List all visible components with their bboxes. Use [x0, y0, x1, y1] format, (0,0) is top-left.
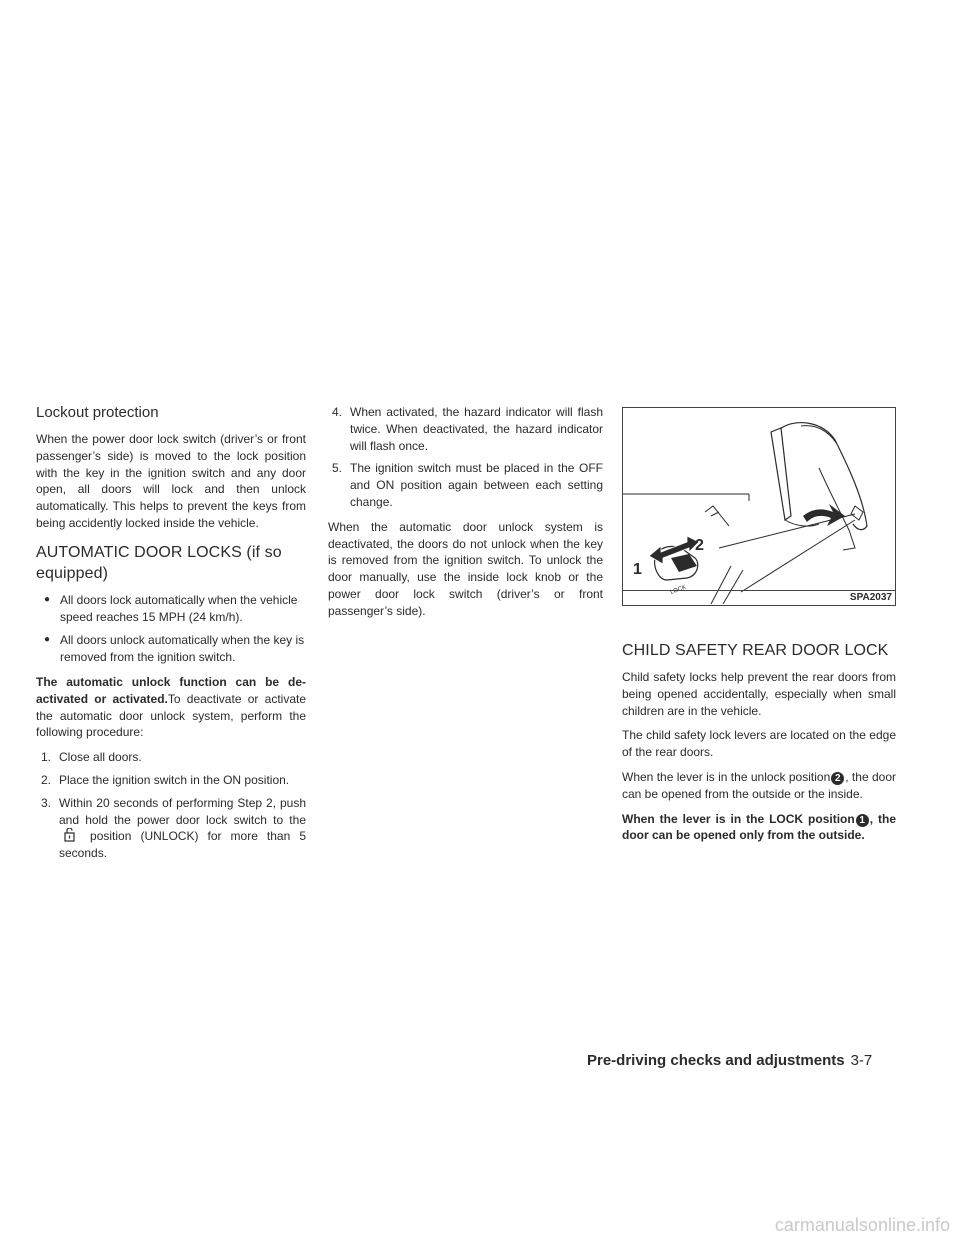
unlock-function-paragraph: The automatic unlock function can be de-activated or activated.To deactivate or activate the automatic door unlock system, perform the following procedure:	[36, 674, 306, 740]
bullet-icon: ●	[44, 593, 51, 605]
figure-label-2: 2	[695, 537, 704, 554]
list-item: 2. Place the ignition switch in the ON position.	[41, 772, 290, 787]
automatic-door-locks-heading: AUTOMATIC DOOR LOCKS (if so equipped)	[36, 543, 282, 582]
left-column	[36, 404, 306, 870]
door-diagram	[623, 408, 895, 605]
section-title: Pre-driving checks and adjustments	[587, 1052, 845, 1069]
callout-1-icon: 1	[856, 814, 869, 827]
auto-lock-bullets	[36, 592, 306, 666]
child-lock-paragraph-1: Child safety locks help prevent the rear doors from being opened accidentally, especially when small children are in the vehicle.	[622, 670, 896, 718]
list-item: 5. The ignition switch must be placed in the OFF and ON position again between each setting change.	[332, 461, 603, 509]
unlock-key-icon	[59, 828, 81, 842]
page-footer	[587, 1052, 899, 1069]
callout-2-icon: 2	[831, 772, 844, 785]
deactivated-paragraph: When the automatic door unlock system is deactivated, the doors do not unlock when the key is removed from the ignition switch. To unlock the door manually, use the inside lock knob or the power door lock switch (driver’s or front passenger’s side).	[328, 519, 603, 618]
list-item: ● All doors lock automatically when the vehicle speed reaches 15 MPH (24 km/h).	[44, 592, 298, 624]
child-lock-paragraph-4: When the lever is in the LOCK position 1 , the door can be opened only from the outside.	[622, 811, 896, 843]
figure-label-1: 1	[633, 561, 642, 578]
child-lock-figure	[622, 407, 896, 606]
lockout-heading: Lockout protection	[36, 404, 159, 421]
figure-code: SPA2037	[849, 592, 892, 603]
middle-column	[328, 404, 603, 628]
page-number: 3-7	[850, 1052, 873, 1069]
procedure-steps	[36, 749, 306, 862]
list-item: 1. Close all doors.	[41, 750, 142, 765]
list-item: 3. Within 20 seconds of performing Step 2, push and hold the power door lock switch to the position (UNLOCK) for more than 5 seconds.	[41, 795, 306, 861]
right-column	[622, 404, 896, 852]
bullet-icon: ●	[44, 634, 51, 646]
list-item: ● All doors unlock automatically when the key is removed from the ignition switch.	[44, 633, 305, 665]
list-item: 4. When activated, the hazard indicator will flash twice. When deactivated, the hazard indicator will flash once.	[332, 405, 603, 453]
lock-marking: LOCK	[669, 584, 688, 596]
procedure-steps-continued	[328, 404, 603, 511]
child-safety-heading: CHILD SAFETY REAR DOOR LOCK	[622, 642, 889, 659]
watermark: carmanualsonline.info	[774, 1215, 950, 1235]
child-lock-paragraph-3: When the lever is in the unlock position 2 , the door can be opened from the outside or the inside.	[622, 769, 896, 801]
lockout-paragraph: When the power door lock switch (driver’s or front passenger’s side) is moved to the lock position with the key in the ignition switch and any door open, all doors will lock and then unlock automatically. This helps to prevent the keys from being accidently locked inside the vehicle.	[36, 432, 306, 530]
child-lock-paragraph-2: The child safety lock levers are located on the edge of the rear doors.	[622, 728, 896, 760]
